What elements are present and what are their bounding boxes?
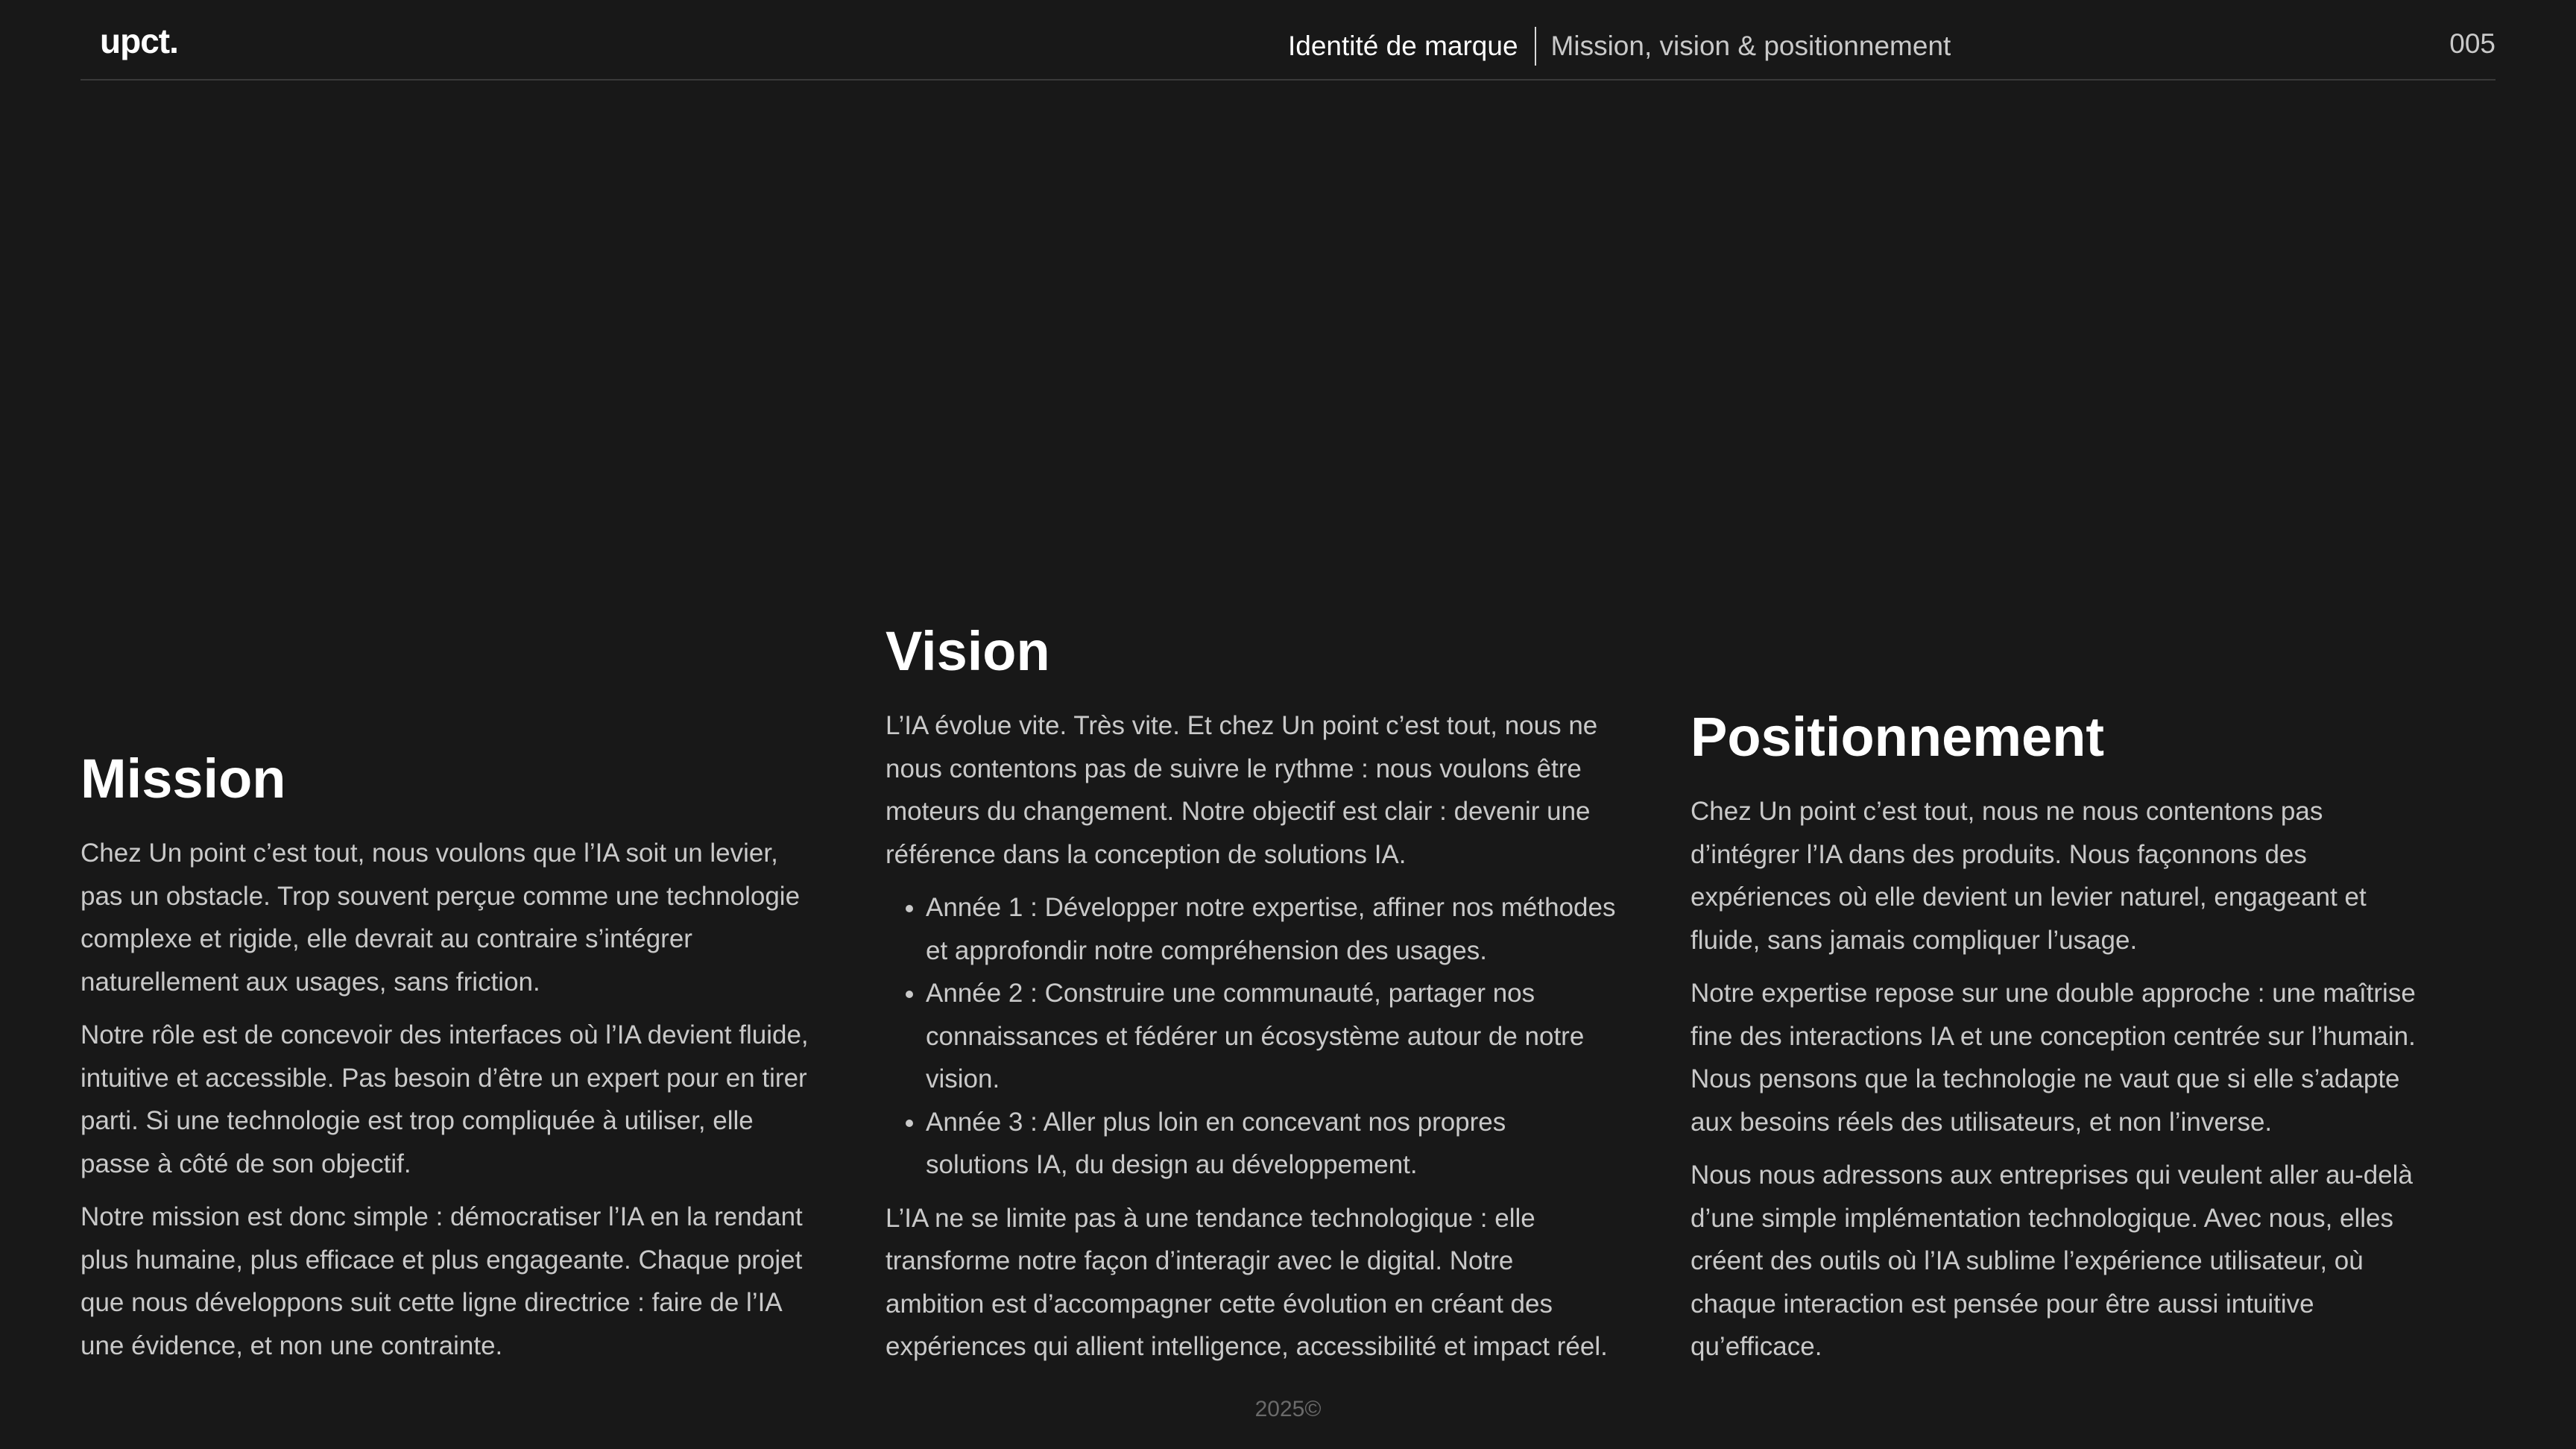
page-number: 005	[2449, 28, 2496, 59]
brand-logo: upct.	[100, 22, 178, 60]
roadmap-item: • Année 1 : Développer notre expertise, affiner nos méthodes et approfondir notre compréhension des usages.	[926, 886, 1616, 972]
mission-paragraph: Notre mission est donc simple : démocratiser l’IA en la rendant plus humaine, plus efficace et plus engageante. Chaque projet que nous développons suit cette ligne directrice : faire de l’IA une évidence, et non une contrainte.	[80, 1202, 803, 1360]
vision-column	[886, 620, 1616, 1379]
mission-column	[80, 748, 811, 1377]
mission-heading: Mission	[80, 748, 286, 809]
section-subtitle: Mission, vision & positionnement	[1550, 31, 1951, 61]
positioning-column	[1690, 706, 2421, 1379]
vision-heading: Vision	[886, 620, 1050, 682]
mission-paragraph: Chez Un point c’est tout, nous voulons que l’IA soit un levier, pas un obstacle. Trop souvent perçue comme une technologie complexe et rigide, elle devrait au contraire s’intégrer naturellement aux usages, sans friction.	[80, 839, 801, 997]
vision-intro: L’IA évolue vite. Très vite. Et chez Un point c’est tout, nous ne nous contentons pas de suivre le rythme : nous voulons être moteurs du changement. Notre objectif est clair : devenir une référence dans la conception de solutions IA.	[886, 711, 1598, 869]
page-header	[80, 0, 2496, 80]
positioning-paragraph: Notre expertise repose sur une double approche : une maîtrise fine des interactions IA et une conception centrée sur l’humain. Nous pensons que la technologie ne vaut que si elle s’adapte aux besoins réels des utilisateurs, et non l’inverse.	[1690, 979, 2416, 1137]
breadcrumb	[1288, 27, 1951, 66]
positioning-paragraph: Nous nous adressons aux entreprises qui veulent aller au-delà d’une simple implémentation technologique. Avec nous, elles créent des outils où l’IA sublime l’expérience utilisateur, où chaque interaction est pensée pour être aussi intuitive qu’efficace.	[1690, 1161, 2413, 1361]
section-title: Identité de marque	[1288, 31, 1518, 61]
vision-roadmap-list	[886, 886, 1616, 1187]
positioning-paragraph: Chez Un point c’est tout, nous ne nous contentons pas d’intégrer l’IA dans des produits. Nous façonnons des expériences où elle devient un levier naturel, engageant et fluide, sans jamais compliquer l’usage.	[1690, 797, 2367, 955]
roadmap-item: • Année 2 : Construire une communauté, partager nos connaissances et fédérer un écosystème autour de notre vision.	[926, 972, 1616, 1101]
roadmap-item: • Année 3 : Aller plus loin en concevant nos propres solutions IA, du design au développement.	[926, 1101, 1616, 1187]
copyright-footer: 2025©	[1254, 1397, 1322, 1421]
vision-outro: L’IA ne se limite pas à une tendance technologique : elle transforme notre façon d’interagir avec le digital. Notre ambition est d’accompagner cette évolution en créant des expériences qui allient intelligence, accessibilité et impact réel.	[886, 1203, 1608, 1361]
mission-paragraph: Notre rôle est de concevoir des interfaces où l’IA devient fluide, intuitive et accessible. Pas besoin d’être un expert pour en tirer parti. Si une technologie est trop compliquée à utiliser, elle passe à côté de son objectif.	[80, 1020, 809, 1178]
positioning-heading: Positionnement	[1690, 706, 2105, 768]
